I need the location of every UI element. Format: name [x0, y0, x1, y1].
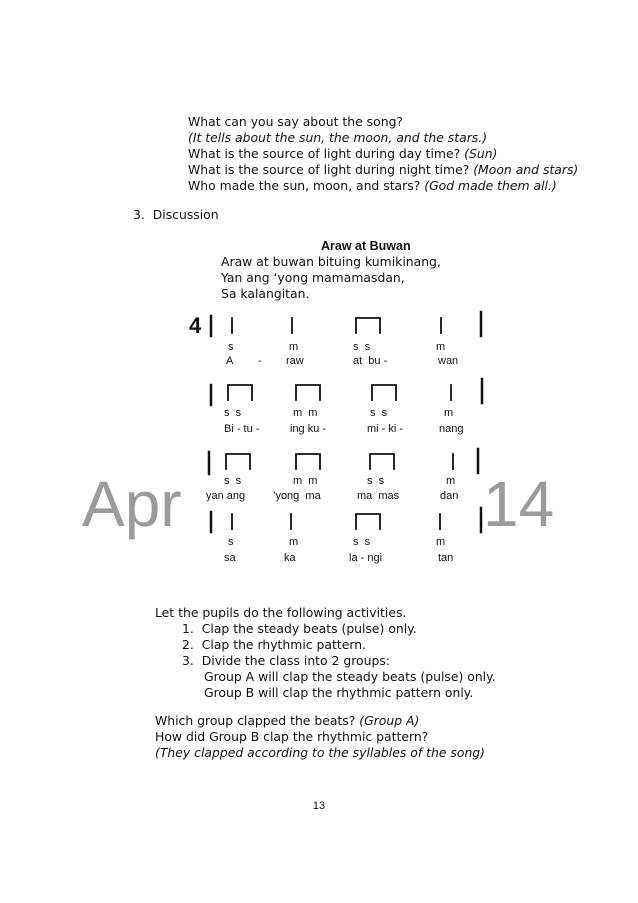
watermark-right: 14 [483, 468, 555, 540]
activity-item: 1. Clap the steady beats (pulse) only. [182, 621, 417, 636]
syllable: raw [286, 355, 304, 367]
watermark-left: Apr [82, 468, 182, 540]
solfa: s [228, 536, 234, 548]
syllable: sa [224, 552, 236, 564]
followup-answer-2: (They clapped according to the syllables of the song) [155, 745, 485, 760]
time-signature: 4 [189, 313, 202, 338]
solfa: m [436, 341, 446, 353]
syllable: dan [440, 490, 459, 502]
solfa: s s [353, 341, 371, 353]
solfa: m [444, 407, 454, 419]
followup-question-1: Which group clapped the beats? (Group A) [155, 713, 420, 728]
syllable: ka [284, 552, 296, 564]
syllable: at bu - [353, 355, 388, 367]
followup-answer-1: (Group A) [359, 713, 420, 728]
section-heading: 3. Discussion [133, 207, 219, 222]
activities-intro: Let the pupils do the following activities. [155, 605, 407, 620]
question-3: What is the source of light during night time? (Moon and stars) [188, 162, 579, 177]
eighth-note-pair [370, 454, 394, 469]
solfa: s s [367, 475, 385, 487]
question-2: What is the source of light during day time? (Sun) [188, 146, 498, 161]
syllable: nang [439, 423, 464, 435]
answer-4: (God made them all.) [424, 178, 557, 193]
eighth-note-pair [296, 454, 320, 469]
eighth-note-pair [226, 454, 250, 469]
syllable: yan ang [206, 490, 246, 502]
question-1: What can you say about the song? [188, 114, 404, 129]
solfa: s s [224, 407, 242, 419]
group-b-instruction: Group B will clap the rhythmic pattern only. [204, 685, 474, 700]
activity-item: 3. Divide the class into 2 groups: [182, 653, 390, 668]
answer-1: (It tells about the sun, the moon, and the stars.) [188, 130, 488, 145]
syllable: wan [438, 355, 459, 367]
solfa: m [446, 475, 456, 487]
answer-3: (Moon and stars) [473, 162, 579, 177]
solfa: s s [224, 475, 242, 487]
syllable: mi - ki - [367, 423, 404, 435]
syllable: A [226, 355, 234, 367]
syllable: Bi - tu - [224, 423, 260, 435]
lyrics-line-2: Yan ang ‘yong mamamasdan, [221, 270, 405, 285]
solfa: s s [353, 536, 371, 548]
eighth-note-pair [228, 385, 252, 400]
followup-question-2: How did Group B clap the rhythmic pattern? [155, 729, 429, 744]
song-title: Araw at Buwan [321, 239, 411, 253]
solfa: s s [370, 407, 388, 419]
solfa: m [436, 536, 446, 548]
page-number: 13 [312, 800, 326, 812]
solfa: m [289, 341, 299, 353]
activity-item: 2. Clap the rhythmic pattern. [182, 637, 366, 652]
lyrics-line-1: Araw at buwan bituing kumikinang, [221, 254, 441, 269]
syllable: ma mas [357, 490, 400, 502]
syllable: la - ngi [349, 552, 383, 564]
solfa: m m [293, 407, 318, 419]
syllable: tan [438, 552, 454, 564]
syllable: - [258, 355, 262, 367]
syllable: ’yong ma [273, 490, 321, 502]
solfa: s [228, 341, 234, 353]
question-4: Who made the sun, moon, and stars? (God made them all.) [188, 178, 557, 193]
answer-2: (Sun) [464, 146, 498, 161]
eighth-note-pair [356, 514, 380, 529]
group-a-instruction: Group A will clap the steady beats (pulse) only. [204, 669, 496, 684]
syllable: ing ku - [290, 423, 327, 435]
eighth-note-pair [296, 385, 320, 400]
solfa: m [289, 536, 299, 548]
solfa: m m [293, 475, 318, 487]
eighth-note-pair [372, 385, 396, 400]
lyrics-line-3: Sa kalangitan. [221, 286, 310, 301]
eighth-note-pair [356, 318, 380, 333]
